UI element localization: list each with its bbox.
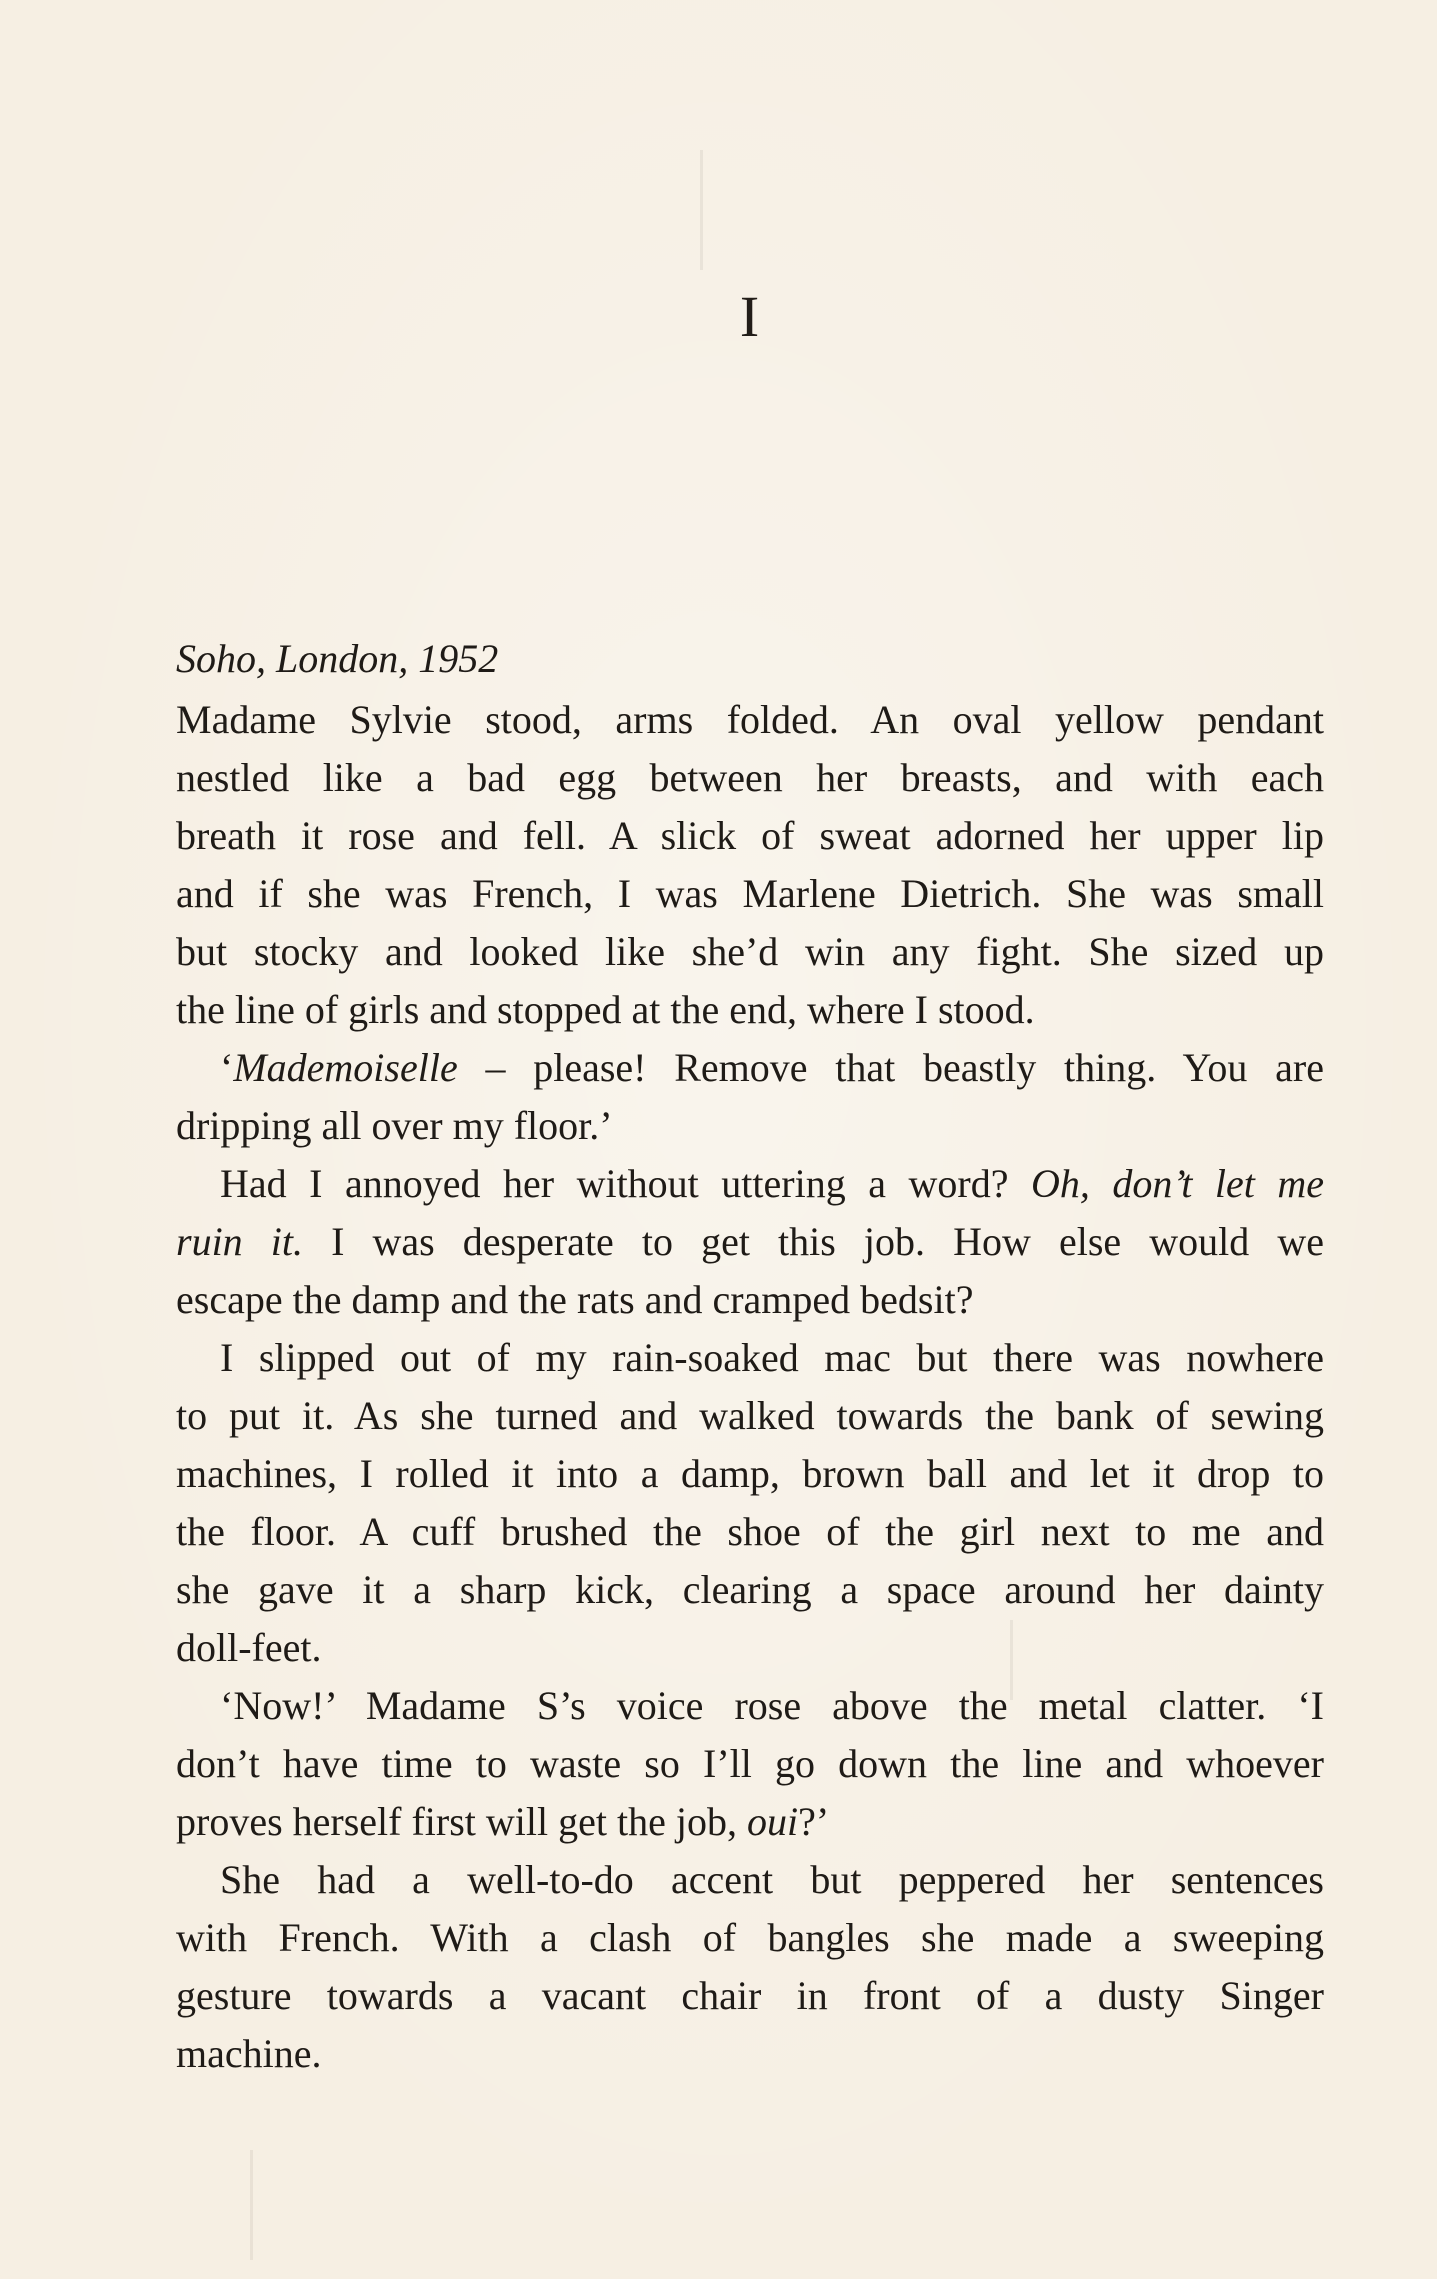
text-line: nestled like a bad egg between her breasts, and with each xyxy=(176,755,1324,800)
show-through-mark xyxy=(700,150,703,270)
text-line: and if she was French, I was Marlene Dietrich. She was small xyxy=(176,871,1324,916)
text-span: I was desperate to get this job. How else would we xyxy=(303,1219,1325,1264)
italic-span: oui xyxy=(746,1799,799,1844)
text-line: machines, I rolled it into a damp, brown ball and let it drop to xyxy=(176,1451,1324,1496)
text-line: dripping all over my floor.’ xyxy=(176,1103,613,1148)
text-line: don’t have time to waste so I’ll go down the line and whoever xyxy=(176,1741,1324,1786)
italic-span: ruin it. xyxy=(176,1219,303,1264)
text-line xyxy=(176,1793,1324,1851)
text-span: – please! Remove that beastly thing. You are xyxy=(457,1045,1324,1090)
text-line: she gave it a sharp kick, clearing a space around her dainty xyxy=(176,1567,1324,1612)
text-line: ‘Now!’ Madame S’s voice rose above the metal clatter. ‘I xyxy=(220,1683,1324,1728)
text-line: escape the damp and the rats and cramped bedsit? xyxy=(176,1277,974,1322)
body-text xyxy=(176,691,1324,2083)
text-span: ‘ xyxy=(220,1045,234,1090)
text-line xyxy=(176,1155,1324,1213)
text-line: with French. With a clash of bangles she made a sweeping xyxy=(176,1915,1324,1960)
text-span: proves herself first will get the job, xyxy=(176,1799,747,1844)
text-line: gesture towards a vacant chair in front of a dusty Singer xyxy=(176,1973,1324,2018)
text-line: but stocky and looked like she’d win any fight. She sized up xyxy=(176,929,1324,974)
text-line: breath it rose and fell. A slick of sweat adorned her upper lip xyxy=(176,813,1324,858)
text-line: Madame Sylvie stood, arms folded. An oval yellow pendant xyxy=(176,697,1324,742)
italic-span: Oh, don’t let me xyxy=(1030,1161,1324,1206)
text-line: I slipped out of my rain-soaked mac but there was nowhere xyxy=(220,1335,1324,1380)
show-through-mark xyxy=(250,2150,253,2260)
chapter-text xyxy=(176,627,1324,2083)
text-span: ?’ xyxy=(798,1799,830,1844)
text-line: doll-feet. xyxy=(176,1625,322,1670)
text-line xyxy=(176,1213,1324,1271)
text-line xyxy=(176,1039,1324,1097)
chapter-number: I xyxy=(739,284,761,349)
text-line: the floor. A cuff brushed the shoe of the girl next to me and xyxy=(176,1509,1324,1554)
text-line: She had a well-to-do accent but peppered her sentences xyxy=(220,1857,1324,1902)
dateline: Soho, London, 1952 xyxy=(176,636,499,681)
text-span: Had I annoyed her without uttering a word? xyxy=(220,1161,1031,1206)
text-line: the line of girls and stopped at the end, where I stood. xyxy=(176,987,1035,1032)
text-line: machine. xyxy=(176,2031,322,2076)
text-line: to put it. As she turned and walked towards the bank of sewing xyxy=(176,1393,1324,1438)
italic-span: Mademoiselle xyxy=(233,1045,458,1090)
